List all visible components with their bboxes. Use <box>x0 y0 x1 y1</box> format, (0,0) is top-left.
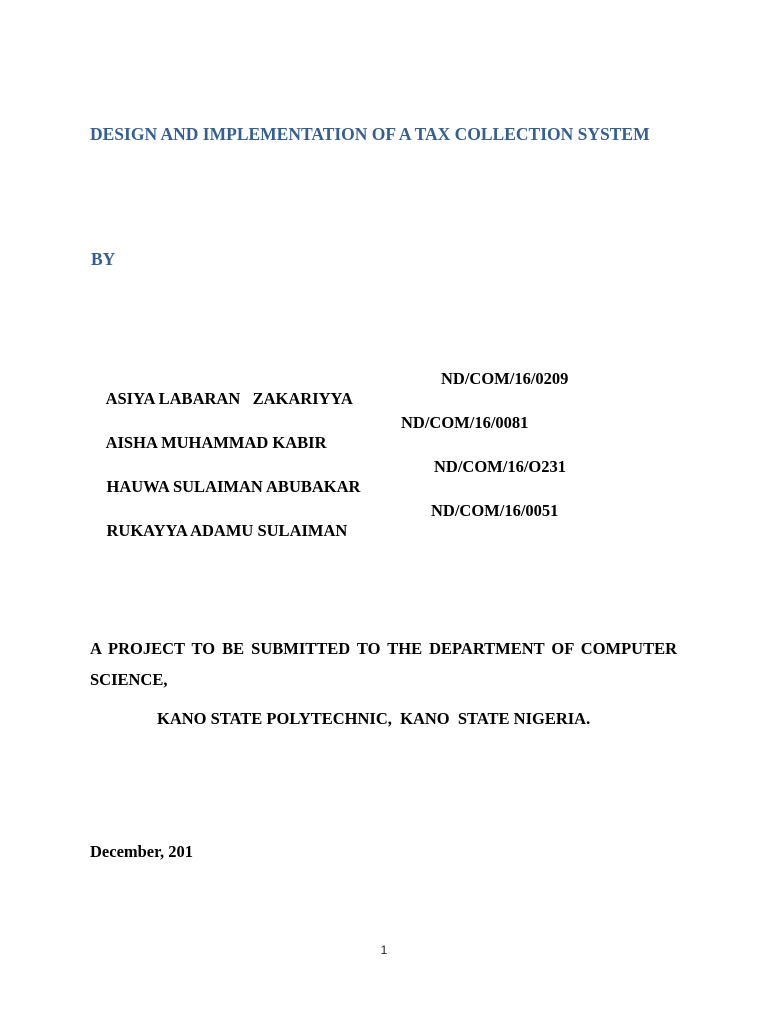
author-row <box>90 369 569 408</box>
submission-date: December, 201 <box>90 842 193 861</box>
author-name: RUKAYYA ADAMU SULAIMAN <box>106 521 348 540</box>
author-name: ASIYA LABARAN ZAKARIYYA <box>105 389 353 408</box>
author-row <box>90 413 529 452</box>
author-name: HAUWA SULAIMAN ABUBAKAR <box>106 477 361 496</box>
author-reg-number: ND/COM/16/0209 <box>441 369 569 388</box>
author-row <box>90 457 566 496</box>
institution-line: KANO STATE POLYTECHNIC, KANO STATE NIGERIA. <box>157 709 591 728</box>
project-statement: A PROJECT TO BE SUBMITTED TO THE DEPARTMENT OF COMPUTER SCIENCE, <box>90 639 677 689</box>
author-name: AISHA MUHAMMAD KABIR <box>105 433 327 452</box>
author-reg-number: ND/COM/16/0081 <box>401 413 529 432</box>
author-reg-number: ND/COM/16/0051 <box>431 501 559 520</box>
by-label: BY <box>91 249 116 269</box>
author-reg-number: ND/COM/16/O231 <box>434 457 566 476</box>
page-number: 1 <box>380 943 388 957</box>
document-title: DESIGN AND IMPLEMENTATION OF A TAX COLLECTION SYSTEM <box>90 124 650 144</box>
author-row <box>90 501 559 540</box>
